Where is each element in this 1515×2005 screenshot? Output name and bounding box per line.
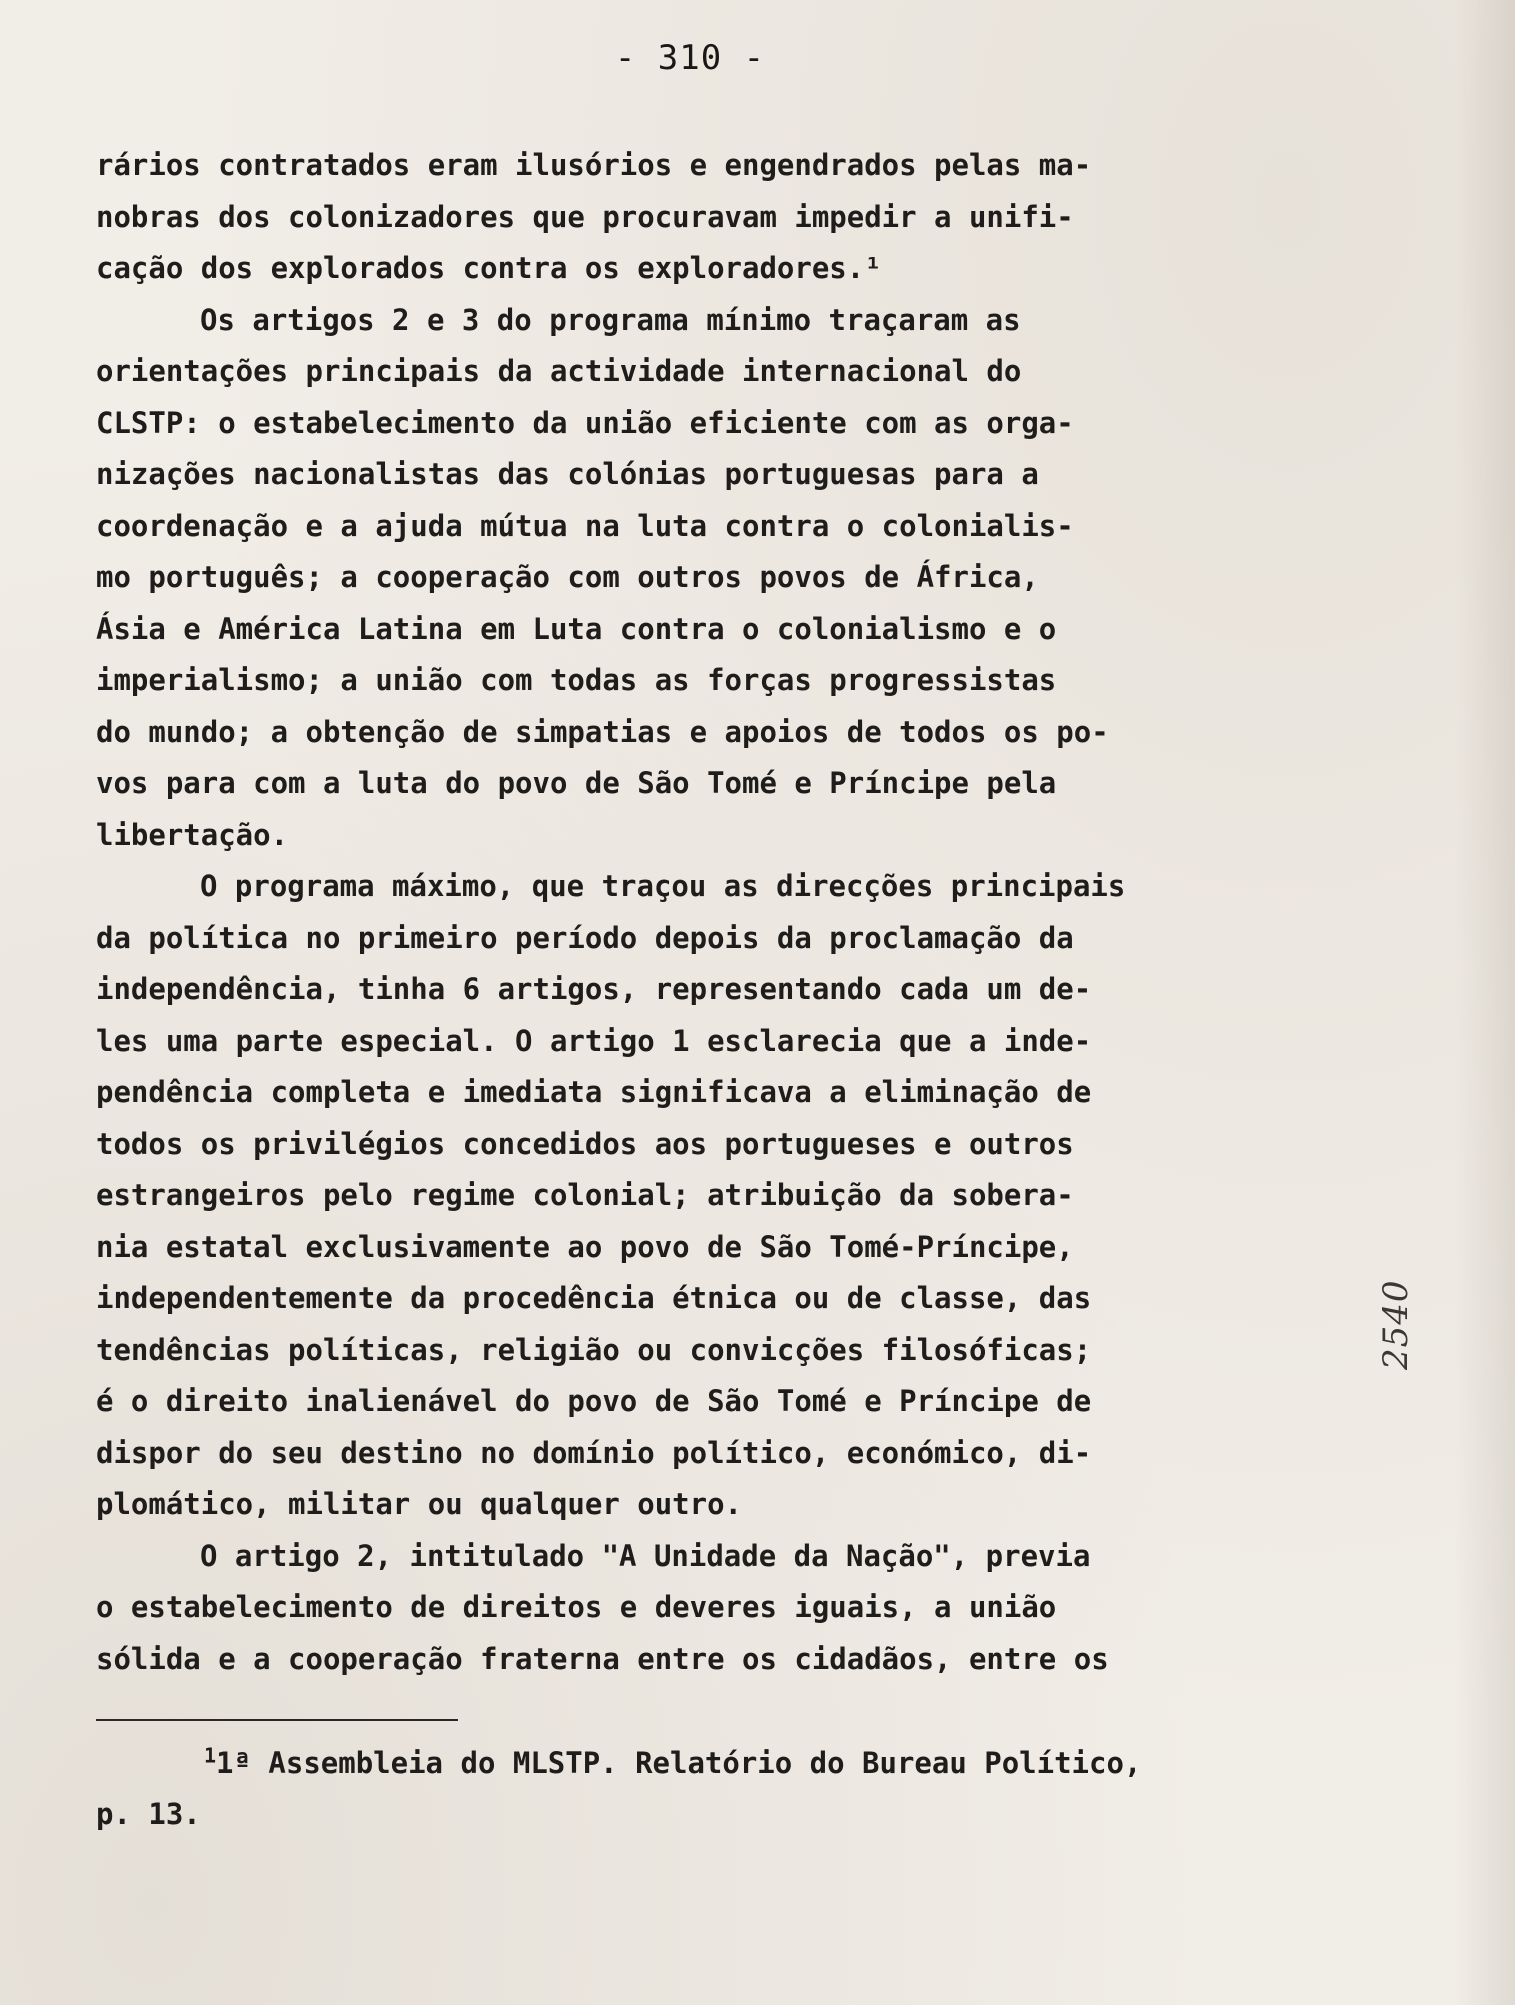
text-line: independentemente da procedência étnica ou de classe, das (96, 1281, 1092, 1315)
text-line: vos para com a luta do povo de São Tomé e Príncipe pela (96, 766, 1057, 800)
text-line: independência, tinha 6 artigos, representando cada um de- (96, 972, 1092, 1006)
page-edge-shadow (1455, 0, 1515, 2005)
text-line: nobras dos colonizadores que procuravam impedir a unifi- (96, 199, 1074, 234)
footnote-divider (96, 1719, 458, 1721)
text-line: cação dos explorados contra os exploradores.¹ (96, 251, 882, 285)
text-line: sólida e a cooperação fraterna entre os cidadãos, entre os (96, 1641, 1109, 1676)
text-line: les uma parte especial. O artigo 1 esclarecia que a inde- (96, 1023, 1092, 1058)
text-line: tendências políticas, religião ou convicções filosóficas; (96, 1332, 1092, 1367)
page-number: - 310 - (614, 38, 766, 78)
text-line: nia estatal exclusivamente ao povo de São Tomé-Príncipe, (96, 1229, 1074, 1264)
text-line: orientações principais da actividade internacional do (96, 354, 1022, 388)
handwritten-annotation: 2540 (1376, 1279, 1416, 1370)
text-line: plomático, militar ou qualquer outro. (96, 1487, 743, 1521)
text-line: nizações nacionalistas das colónias portuguesas para a (96, 457, 1039, 491)
footnote-line-1 (96, 1738, 1326, 1789)
text-line: é o direito inalienável do povo de São Tomé e Príncipe de (96, 1384, 1092, 1418)
text-line: CLSTP: o estabelecimento da união eficiente com as orga- (96, 405, 1074, 440)
text-line: rários contratados eram ilusórios e engendrados pelas ma- (96, 148, 1092, 182)
footnote-marker: 1 (204, 1743, 217, 1768)
text-line: Os artigos 2 e 3 do programa mínimo traçaram as (200, 302, 1021, 337)
text-line: libertação. (96, 817, 289, 852)
text-line: imperialismo; a união com todas as forças progressistas (96, 663, 1057, 697)
footnote-text: 1ª Assembleia do MLSTP. Relatório do Bureau Político, (216, 1746, 1142, 1780)
text-line: do mundo; a obtenção de simpatias e apoios de todos os po- (96, 714, 1109, 749)
text-line: O artigo 2, intitulado "A Unidade da Nação", previa (200, 1538, 1091, 1573)
text-line: O programa máximo, que traçou as direcções principais (200, 869, 1126, 903)
footnote-line-2: p. 13. (96, 1797, 201, 1831)
text-line: mo português; a cooperação com outros povos de África, (96, 560, 1039, 594)
text-line: da política no primeiro período depois da proclamação da (96, 920, 1074, 955)
text-line: todos os privilégios concedidos aos portugueses e outros (96, 1126, 1074, 1161)
text-line: o estabelecimento de direitos e deveres iguais, a união (96, 1590, 1057, 1624)
text-line: Ásia e América Latina em Luta contra o colonialismo e o (96, 611, 1057, 646)
body-text (96, 140, 1326, 1685)
text-line: pendência completa e imediata significava a eliminação de (96, 1075, 1092, 1109)
text-line: estrangeiros pelo regime colonial; atribuição da sobera- (96, 1178, 1074, 1212)
footnote (96, 1738, 1326, 1840)
text-line: coordenação e a ajuda mútua na luta contra o colonialis- (96, 508, 1074, 543)
text-line: dispor do seu destino no domínio político, económico, di- (96, 1435, 1092, 1470)
